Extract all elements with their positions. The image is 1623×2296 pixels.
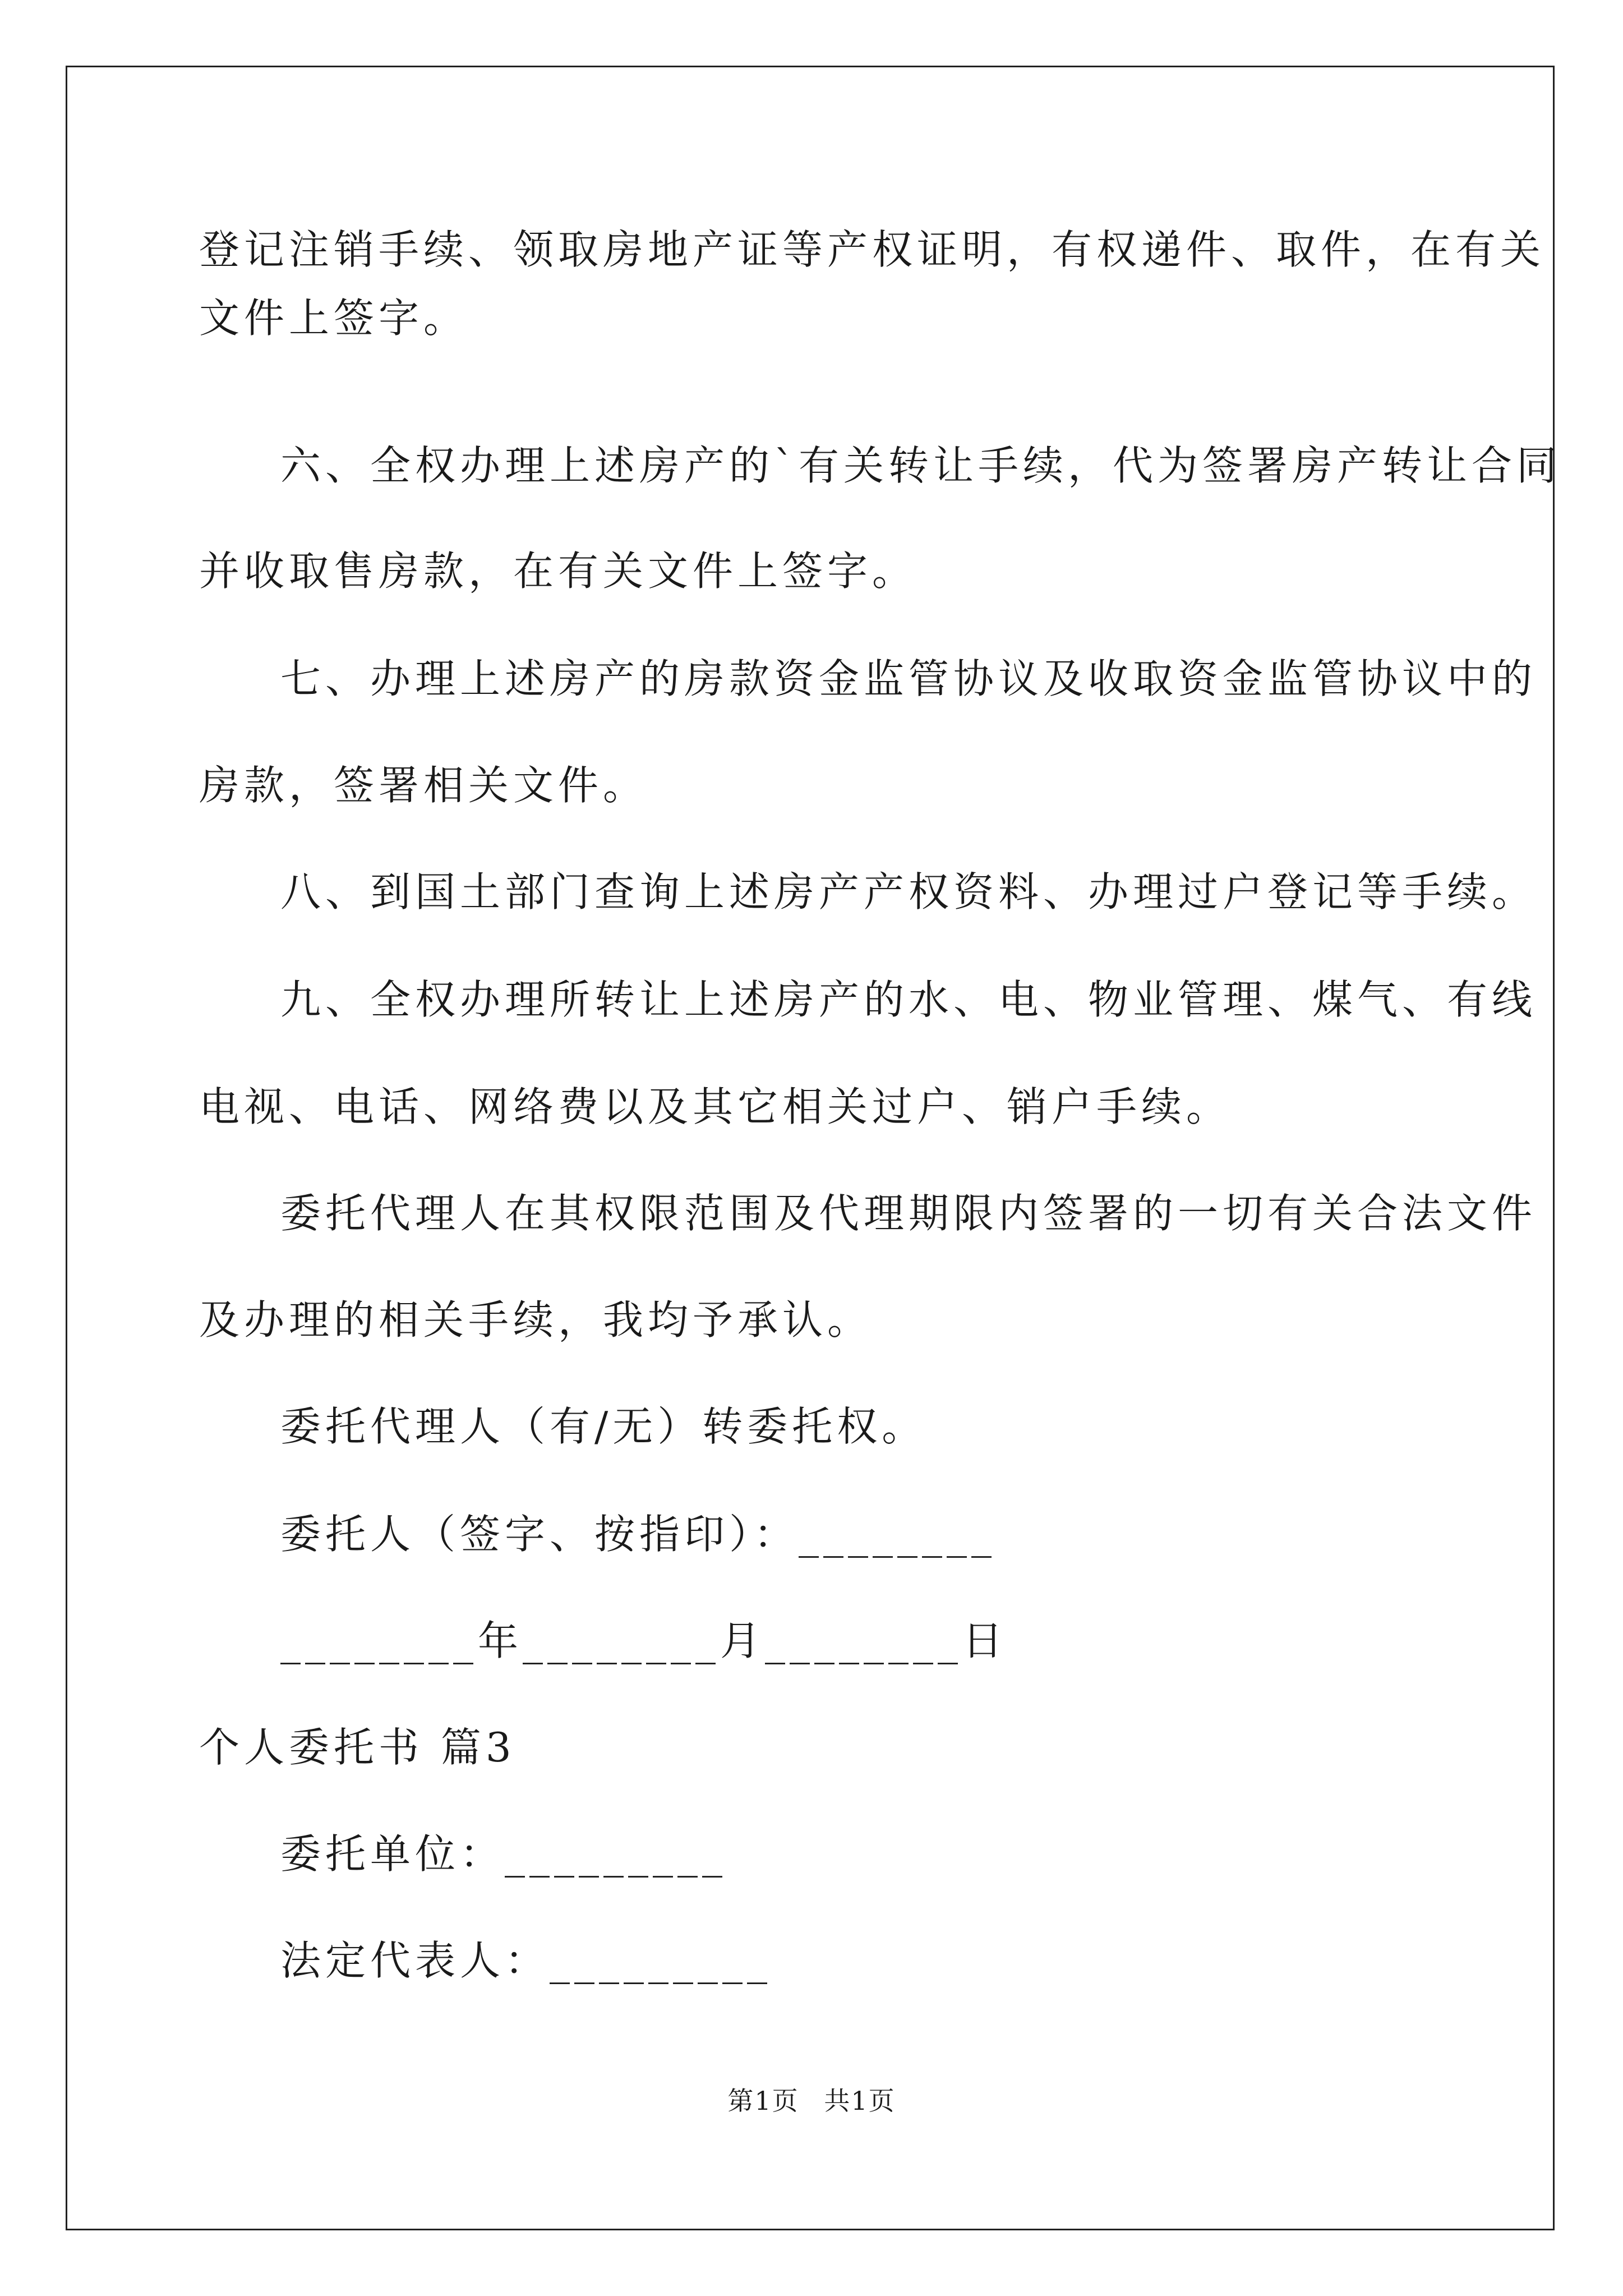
page-frame — [66, 66, 1555, 2230]
date-line: ________年________月________日 — [280, 1617, 1007, 1664]
text-line: 并收取售房款，在有关文件上签字。 — [199, 547, 917, 595]
text-line: 七、办理上述房产的房款资金监管协议及收取资金监管协议中的 — [280, 655, 1537, 702]
text-line: 文件上签字。 — [199, 295, 469, 342]
page-number: 第1页 — [727, 2086, 799, 2116]
section-heading: 个人委托书 篇3 — [199, 1724, 516, 1771]
text-line: 八、到国土部门查询上述房产产权资料、办理过户登记等手续。 — [280, 868, 1537, 915]
text-line: 电视、电话、网络费以及其它相关过户、销户手续。 — [199, 1083, 1232, 1130]
text-line: 法定代表人：_________ — [280, 1937, 772, 1984]
text-line: 登记注销手续、领取房地产证等产权证明，有权递件、取件，在有关 — [199, 226, 1546, 273]
text-line: 九、全权办理所转让上述房产的水、电、物业管理、煤气、有线 — [280, 976, 1537, 1023]
text-line: 委托代理人在其权限范围及代理期限内签署的一切有关合法文件 — [280, 1190, 1537, 1237]
signature-line: 委托人（签字、按指印）：________ — [280, 1511, 997, 1558]
text-line: 委托代理人（有/无）转委托权。 — [280, 1403, 927, 1450]
text-line: 委托单位：_________ — [280, 1830, 727, 1878]
text-line: 房款，签署相关文件。 — [199, 762, 648, 809]
text-line: 六、全权办理上述房产的`有关转让手续，代为签署房产转让合同 — [280, 442, 1562, 489]
page-total: 共1页 — [824, 2086, 896, 2116]
text-line: 及办理的相关手续，我均予承认。 — [199, 1296, 873, 1343]
page-footer — [0, 2084, 1623, 2118]
